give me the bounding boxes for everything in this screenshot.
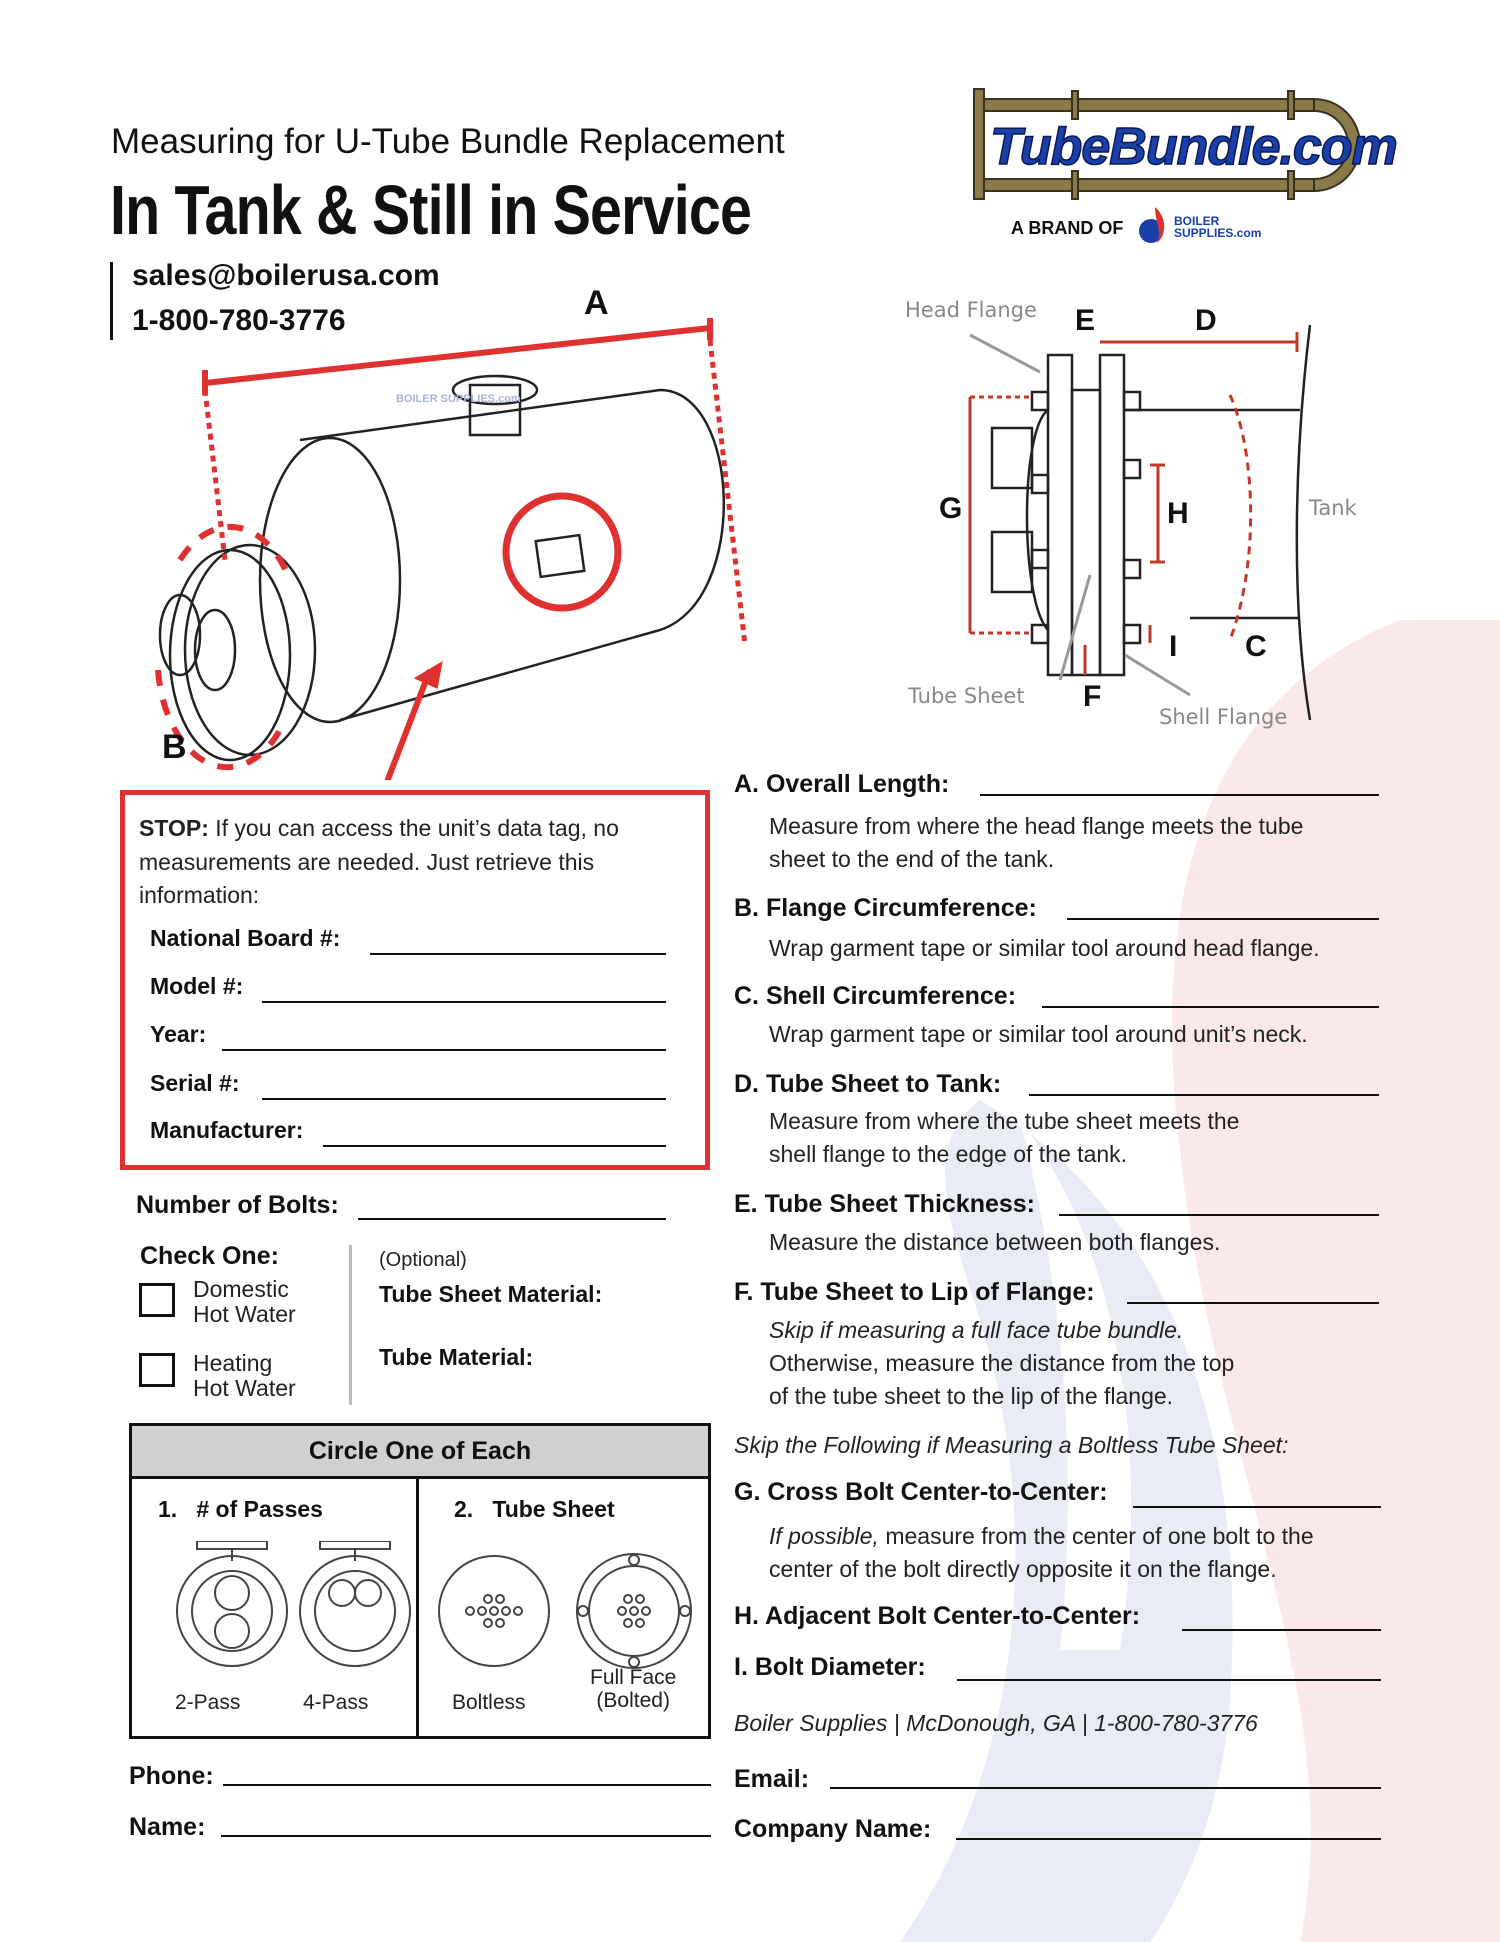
4-pass-option[interactable] bbox=[300, 1541, 410, 1666]
measure-a-label: A. Overall Length: bbox=[734, 770, 950, 798]
measure-f-label: F. Tube Sheet to Lip of Flange: bbox=[734, 1278, 1095, 1306]
brand-name: BOILER SUPPLIES.com bbox=[1174, 214, 1262, 240]
tube-sheet-material-label: Tube Sheet Material: bbox=[379, 1281, 603, 1307]
company-label: Company Name: bbox=[734, 1815, 932, 1843]
shell-flange-label: Shell Flange bbox=[1159, 705, 1288, 729]
logo-text: TubeBundle.com bbox=[990, 118, 1397, 176]
letter-f: F bbox=[1083, 680, 1102, 713]
flange-diagram bbox=[900, 300, 1340, 740]
measure-g-field[interactable] bbox=[1133, 1506, 1381, 1508]
year-label: Year: bbox=[150, 1021, 207, 1047]
measure-f-note: Skip if measuring a full face tube bundle. bbox=[769, 1317, 1184, 1343]
phone-link[interactable]: 1-800-780-3776 bbox=[132, 304, 346, 337]
heating-checkbox[interactable] bbox=[139, 1353, 175, 1387]
email-field[interactable] bbox=[830, 1787, 1381, 1789]
boltless-option[interactable] bbox=[439, 1556, 549, 1666]
head-flange-label: Head Flange bbox=[905, 298, 1037, 322]
measure-b-field[interactable] bbox=[1067, 918, 1379, 920]
national-board-field[interactable] bbox=[370, 953, 666, 955]
company-field[interactable] bbox=[956, 1838, 1381, 1840]
letter-g: G bbox=[939, 492, 963, 525]
subtitle: Measuring for U-Tube Bundle Replacement bbox=[111, 122, 785, 161]
measure-g-label: G. Cross Bolt Center-to-Center: bbox=[734, 1478, 1108, 1506]
circle-box-header: Circle One of Each bbox=[132, 1426, 708, 1479]
serial-label: Serial #: bbox=[150, 1070, 240, 1096]
tank-watermark: BOILER SUPPLIES.com bbox=[396, 393, 521, 405]
measure-c-desc: Wrap garment tape or similar tool around unit’s neck. bbox=[769, 1021, 1308, 1047]
letter-e: E bbox=[1075, 304, 1096, 337]
national-board-label: National Board #: bbox=[150, 925, 341, 951]
measure-h-field[interactable] bbox=[1182, 1629, 1381, 1631]
measure-a-desc: Measure from where the head flange meets the tube bbox=[769, 813, 1304, 839]
circle-one-box bbox=[129, 1423, 711, 1739]
measure-a-field[interactable] bbox=[980, 794, 1379, 796]
brand-prefix: A BRAND OF bbox=[1011, 218, 1124, 238]
measure-g-desc: center of the bolt directly opposite it on the flange. bbox=[769, 1556, 1277, 1582]
4-pass-label: 4-Pass bbox=[303, 1691, 369, 1714]
stop-text-2: measurements are needed. Just retrieve this bbox=[139, 849, 595, 875]
name-field[interactable] bbox=[221, 1835, 711, 1837]
2-pass-label: 2-Pass bbox=[175, 1691, 241, 1714]
contact-bar bbox=[110, 262, 113, 340]
full-face-option[interactable] bbox=[577, 1554, 691, 1668]
phone-field[interactable] bbox=[223, 1784, 711, 1786]
model-label: Model #: bbox=[150, 973, 244, 999]
measure-a-desc: sheet to the end of the tank. bbox=[769, 846, 1055, 872]
year-field[interactable] bbox=[222, 1049, 666, 1051]
measure-g-desc: If possible, measure from the center of one bolt to the bbox=[769, 1523, 1314, 1549]
letter-h: H bbox=[1167, 497, 1189, 530]
name-label: Name: bbox=[129, 1813, 206, 1841]
model-field[interactable] bbox=[262, 1001, 666, 1003]
measure-c-field[interactable] bbox=[1042, 1006, 1379, 1008]
passes-title: 1. # of Passes bbox=[158, 1496, 323, 1522]
bolts-label: Number of Bolts: bbox=[136, 1191, 339, 1219]
measure-f-desc: Otherwise, measure the distance from the top bbox=[769, 1350, 1235, 1376]
measure-d-field[interactable] bbox=[1029, 1094, 1379, 1096]
measure-e-label: E. Tube Sheet Thickness: bbox=[734, 1190, 1036, 1218]
skip-note: Skip the Following if Measuring a Boltless Tube Sheet: bbox=[734, 1432, 1289, 1458]
manufacturer-field[interactable] bbox=[323, 1145, 666, 1147]
divider bbox=[349, 1245, 352, 1405]
email-link[interactable]: sales@boilerusa.com bbox=[132, 259, 440, 292]
2-pass-option[interactable] bbox=[177, 1541, 287, 1666]
measure-b-label: B. Flange Circumference: bbox=[734, 894, 1037, 922]
page-title: In Tank & Still in Service bbox=[110, 171, 752, 249]
boiler-supplies-flame-icon bbox=[1137, 205, 1171, 245]
measure-f-desc: of the tube sheet to the lip of the flange. bbox=[769, 1383, 1174, 1409]
serial-field[interactable] bbox=[262, 1098, 666, 1100]
full-face-label: Full Face (Bolted) bbox=[590, 1666, 677, 1712]
measure-f-field[interactable] bbox=[1127, 1302, 1379, 1304]
measure-d-desc: Measure from where the tube sheet meets the bbox=[769, 1108, 1240, 1134]
stop-text-1: STOP: If you can access the unit’s data tag, no bbox=[139, 815, 619, 841]
measure-h-label: H. Adjacent Bolt Center-to-Center: bbox=[734, 1602, 1141, 1630]
measure-c-label: C. Shell Circumference: bbox=[734, 982, 1017, 1010]
bolts-field[interactable] bbox=[358, 1218, 666, 1220]
letter-d: D bbox=[1195, 304, 1217, 337]
manufacturer-label: Manufacturer: bbox=[150, 1117, 304, 1143]
measure-i-field[interactable] bbox=[957, 1679, 1381, 1681]
boltless-label: Boltless bbox=[452, 1691, 526, 1714]
email-label: Email: bbox=[734, 1765, 810, 1793]
letter-c: C bbox=[1245, 630, 1267, 663]
measure-d-desc: shell flange to the edge of the tank. bbox=[769, 1141, 1128, 1167]
tank-illustration bbox=[140, 280, 760, 780]
letter-i: I bbox=[1169, 630, 1178, 663]
check-one-label: Check One: bbox=[140, 1242, 279, 1270]
tube-sheet-title: 2. Tube Sheet bbox=[454, 1496, 615, 1522]
label-b: B bbox=[162, 728, 187, 766]
phone-label: Phone: bbox=[129, 1762, 214, 1790]
optional-label: (Optional) bbox=[379, 1249, 467, 1271]
tube-material-label: Tube Material: bbox=[379, 1344, 534, 1370]
measure-i-label: I. Bolt Diameter: bbox=[734, 1653, 926, 1681]
measure-b-desc: Wrap garment tape or similar tool around head flange. bbox=[769, 935, 1320, 961]
tubebundle-logo bbox=[972, 87, 1397, 202]
domestic-checkbox[interactable] bbox=[139, 1283, 175, 1317]
tank-label: Tank bbox=[1309, 496, 1357, 520]
footer-company-line: Boiler Supplies | McDonough, GA | 1-800-780-3776 bbox=[734, 1710, 1258, 1736]
stop-text-3: information: bbox=[139, 882, 260, 908]
domestic-label: Domestic Hot Water bbox=[193, 1276, 296, 1327]
heating-label: Heating Hot Water bbox=[193, 1350, 296, 1401]
measure-e-field[interactable] bbox=[1059, 1214, 1379, 1216]
measure-e-desc: Measure the distance between both flanges. bbox=[769, 1229, 1221, 1255]
measure-d-label: D. Tube Sheet to Tank: bbox=[734, 1070, 1002, 1098]
tube-sheet-label: Tube Sheet bbox=[908, 684, 1025, 708]
label-a: A bbox=[584, 284, 609, 322]
